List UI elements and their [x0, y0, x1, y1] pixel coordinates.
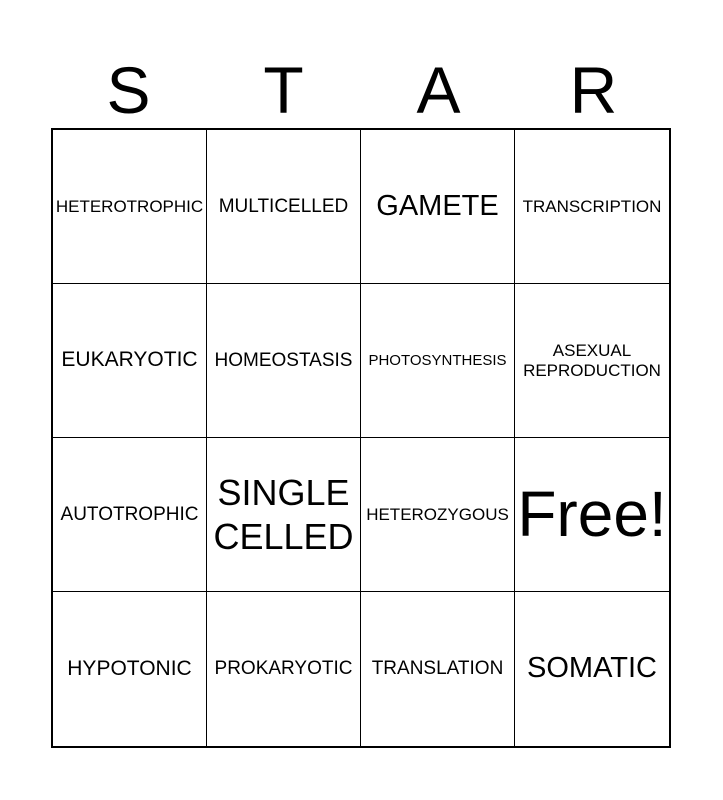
bingo-cell[interactable]: PROKARYOTIC — [207, 592, 361, 746]
bingo-cell[interactable]: ASEXUAL REPRODUCTION — [515, 284, 669, 438]
header-letter-a: A — [416, 53, 461, 127]
bingo-cell[interactable]: TRANSLATION — [361, 592, 515, 746]
bingo-cell[interactable]: HETEROTROPHIC — [53, 130, 207, 284]
header-letter-s: S — [106, 53, 151, 127]
free-space-cell[interactable]: Free! — [515, 438, 669, 592]
bingo-cell[interactable]: PHOTOSYNTHESIS — [361, 284, 515, 438]
header-letter-r: R — [569, 53, 618, 127]
bingo-cell[interactable]: SINGLE CELLED — [207, 438, 361, 592]
bingo-cell[interactable]: MULTICELLED — [207, 130, 361, 284]
bingo-cell[interactable]: HETEROZYGOUS — [361, 438, 515, 592]
bingo-cell[interactable]: EUKARYOTIC — [53, 284, 207, 438]
bingo-cell[interactable]: HYPOTONIC — [53, 592, 207, 746]
bingo-cell[interactable]: GAMETE — [361, 130, 515, 284]
bingo-cell[interactable]: HOMEOSTASIS — [207, 284, 361, 438]
header-letter-t: T — [263, 53, 304, 127]
bingo-cell[interactable]: TRANSCRIPTION — [515, 130, 669, 284]
bingo-cell[interactable]: SOMATIC — [527, 652, 657, 685]
bingo-cell[interactable]: AUTOTROPHIC — [53, 438, 207, 592]
bingo-header — [51, 52, 671, 128]
bingo-board — [51, 128, 671, 748]
